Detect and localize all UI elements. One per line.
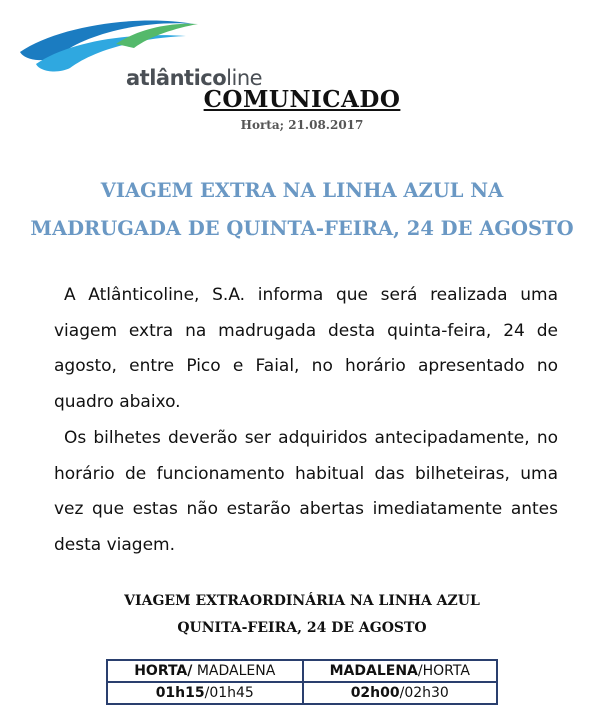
route2-arrive: /02h30 (399, 685, 449, 701)
headline-line-1: VIAGEM EXTRA NA LINHA AZUL NA (100, 179, 504, 202)
route1-destination: MADALENA (192, 663, 276, 679)
route2-origin: MADALENA (329, 663, 418, 679)
table-row (107, 660, 497, 682)
company-logo (18, 16, 263, 90)
logo-wordmark-light: line (226, 66, 263, 90)
body-paragraph-2: Os bilhetes deverão ser adquiridos antecipadamente, no horário de funcionamento habitual das bilheteiras, uma vez que estas não estarão abertas imediatamente antes desta viagem. (54, 427, 558, 555)
notice-headline (0, 172, 604, 248)
trip-title-line-1: VIAGEM EXTRAORDINÁRIA NA LINHA AZUL (124, 593, 480, 609)
route1-depart: 01h15 (155, 685, 205, 701)
route2-times (303, 682, 497, 704)
logo-wordmark-bold: atlântico (126, 66, 227, 90)
route1-origin: HORTA/ (134, 663, 193, 679)
notice-body (54, 278, 558, 564)
notice-date: Horta; 21.08.2017 (240, 118, 364, 132)
route-header-madalena-horta (303, 660, 497, 682)
schedule-table (106, 659, 498, 705)
route1-arrive: /01h45 (204, 685, 254, 701)
table-row (107, 682, 497, 704)
trip-title (0, 588, 604, 642)
trip-title-line-2: QUNITA-FEIRA, 24 DE AGOSTO (177, 620, 427, 636)
headline-line-2: MADRUGADA DE QUINTA-FEIRA, 24 DE AGOSTO (30, 217, 574, 240)
route-header-horta-madalena (107, 660, 303, 682)
route2-destination: /HORTA (417, 663, 470, 679)
route2-depart: 02h00 (350, 685, 400, 701)
page-title: COMUNICADO (203, 86, 401, 113)
body-paragraph-1: A Atlânticoline, S.A. informa que será realizada uma viagem extra na madrugada desta quinta-feira, 24 de agosto, entre Pico e Faial, no horário apresentado no quadro abaixo. (54, 285, 558, 413)
route1-times (107, 682, 303, 704)
